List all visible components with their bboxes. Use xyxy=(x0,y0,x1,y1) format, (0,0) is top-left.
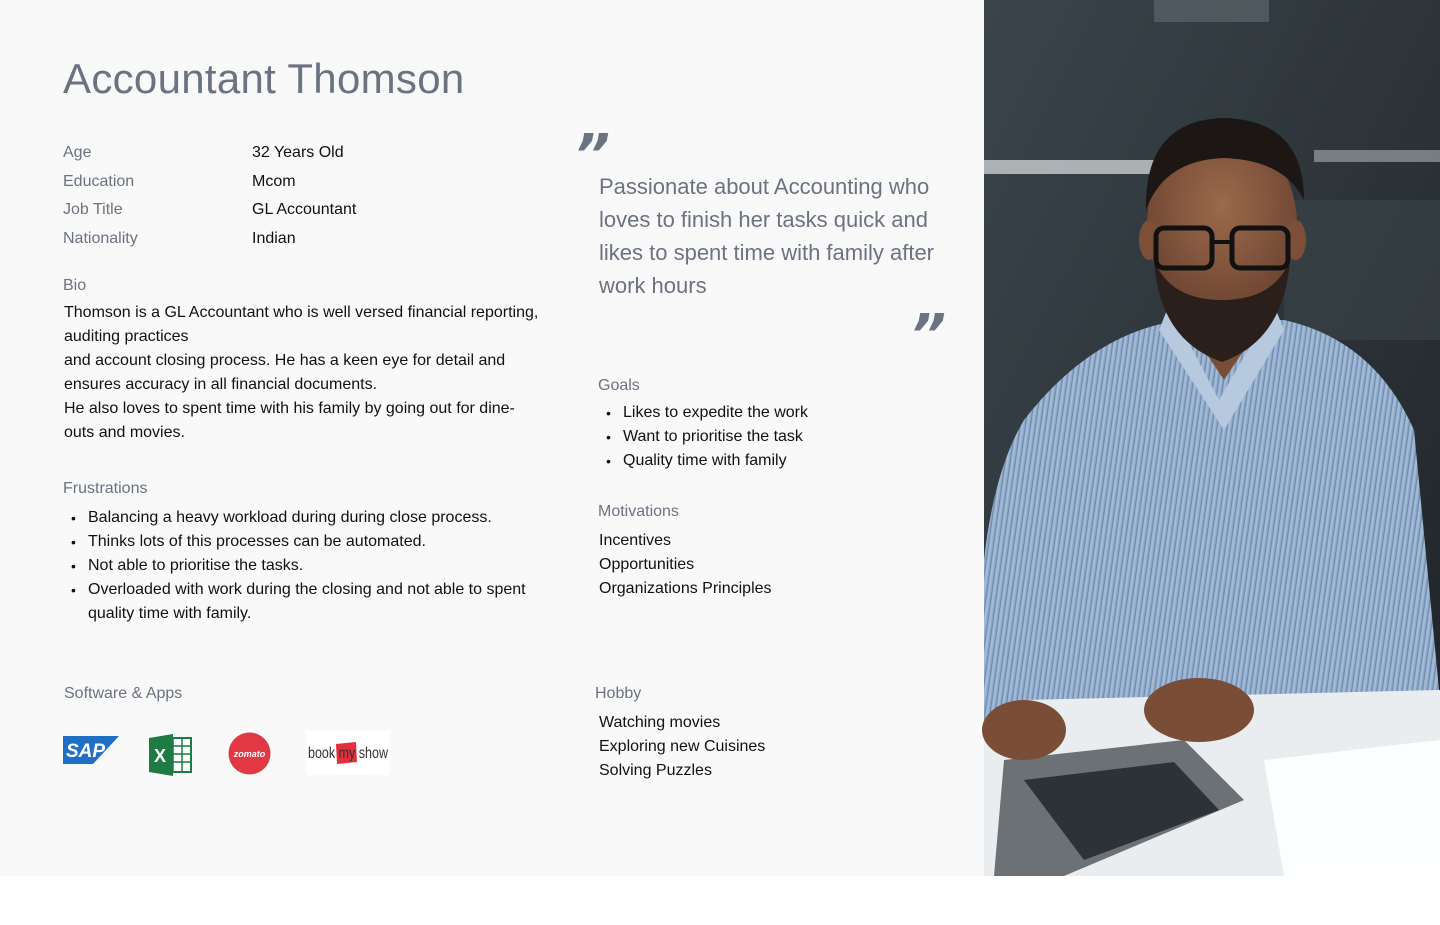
software-label: Software & Apps xyxy=(64,685,183,702)
hobby-label: Hobby xyxy=(595,685,642,702)
list-item: Organizations Principles xyxy=(599,580,772,597)
motivations-label: Motivations xyxy=(598,503,679,520)
info-value: Mcom xyxy=(252,173,296,190)
list-item: Watching movies xyxy=(599,714,721,731)
info-row-education xyxy=(63,173,483,193)
list-item: • Not able to prioritise the tasks. xyxy=(64,554,548,578)
info-label: Job Title xyxy=(63,201,123,218)
info-row-age xyxy=(63,144,483,164)
list-item: • Overloaded with work during the closing and not able to spent quality time with family. xyxy=(64,578,548,626)
sap-logo-icon xyxy=(63,736,119,764)
goals-label: Goals xyxy=(598,377,640,394)
info-value: Indian xyxy=(252,230,296,247)
bio-label: Bio xyxy=(63,277,87,294)
software-apps xyxy=(63,728,403,778)
bio-line: He also loves to spent time with his family by going out for dine-outs and movies. xyxy=(64,400,515,441)
bio-line: Thomson is a GL Accountant who is well versed financial reporting, auditing practices xyxy=(64,304,539,345)
hobby-list xyxy=(599,711,765,783)
bio-line: and account closing process. He has a keen eye for detail and ensures accuracy in all financial documents. xyxy=(64,352,506,393)
quote-text: Passionate about Accounting who loves to finish her tasks quick and likes to spent time with family after work hours xyxy=(599,174,935,298)
persona-name: Accountant Thomson xyxy=(63,55,465,102)
sap-logo-text: SAP xyxy=(66,741,106,762)
quote-open-icon: ” xyxy=(574,123,611,188)
info-label: Age xyxy=(63,144,92,161)
persona-photo xyxy=(984,0,1440,876)
list-item: • Want to prioritise the task xyxy=(599,425,939,449)
info-value: 32 Years Old xyxy=(252,144,344,161)
list-item: Incentives xyxy=(599,532,672,549)
info-label: Nationality xyxy=(63,230,138,247)
info-value: GL Accountant xyxy=(252,201,357,218)
info-row-job-title xyxy=(63,201,483,221)
list-item: • Thinks lots of this processes can be automated. xyxy=(64,530,548,554)
bio-text xyxy=(64,301,544,445)
bookmyshow-logo-text: book my show xyxy=(308,745,389,762)
excel-logo-icon xyxy=(149,734,193,776)
frustrations-label: Frustrations xyxy=(63,480,148,497)
info-label: Education xyxy=(63,173,135,190)
list-item: Exploring new Cuisines xyxy=(599,738,766,755)
list-item: • Balancing a heavy workload during during close process. xyxy=(64,506,548,530)
list-item: Opportunities xyxy=(599,556,695,573)
info-row-nationality xyxy=(63,230,483,250)
list-item: Solving Puzzles xyxy=(599,762,712,779)
list-item: • Quality time with family xyxy=(599,449,939,473)
goals-list xyxy=(599,401,939,473)
bookmyshow-logo-icon xyxy=(306,730,390,775)
zomato-logo-text: zomato xyxy=(233,749,266,759)
frustrations-list xyxy=(64,506,548,626)
quote-close-icon: ” xyxy=(910,303,947,368)
zomato-logo-icon xyxy=(228,732,271,775)
excel-logo-text: X xyxy=(154,746,167,766)
motivations-list xyxy=(599,529,772,601)
list-item: • Likes to expedite the work xyxy=(599,401,939,425)
